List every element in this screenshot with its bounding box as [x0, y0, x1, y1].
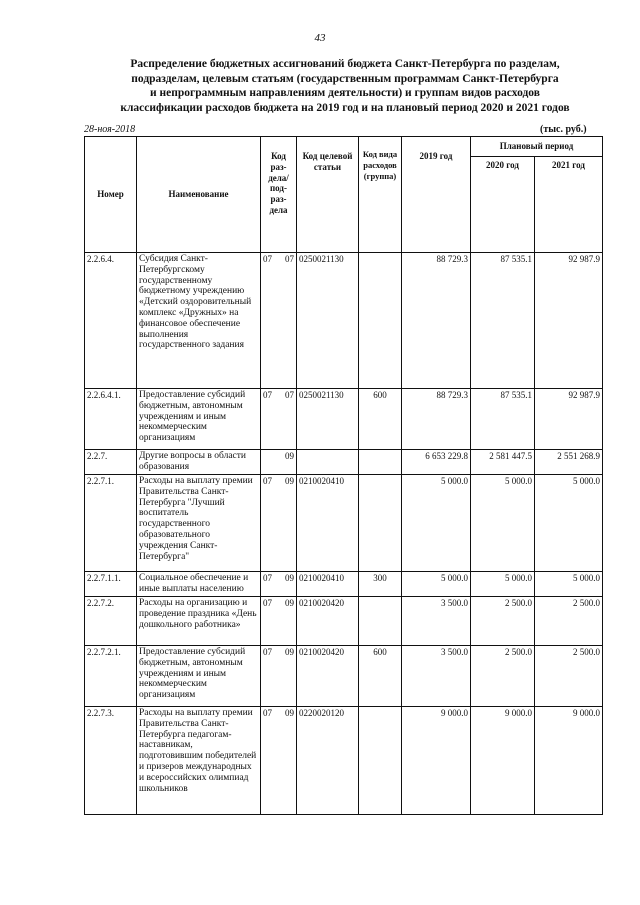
table-row — [85, 597, 603, 646]
row-prz: 09 — [285, 573, 294, 583]
document-title — [80, 57, 610, 115]
header-2019: 2019 год — [402, 137, 471, 253]
page-number: 43 — [314, 32, 326, 44]
row-prz: 09 — [285, 451, 294, 461]
row-vr — [359, 707, 402, 815]
row-2021: 92 987.9 — [535, 253, 603, 389]
header-vr: Код вида расходов (группа) — [359, 137, 402, 253]
row-rz: 07 — [263, 390, 272, 400]
row-2019: 6 653 229.8 — [402, 450, 471, 475]
row-prz: 07 — [285, 254, 294, 264]
row-csr: 0210020410 — [297, 572, 359, 597]
title-line: Распределение бюджетных ассигнований бюджета Санкт-Петербурга по разделам, — [130, 58, 560, 70]
row-razdel — [261, 572, 297, 597]
row-vr: 600 — [359, 389, 402, 450]
row-name: Другие вопросы в области образования — [137, 450, 261, 475]
row-prz: 09 — [285, 708, 294, 718]
header-2021: 2021 год — [535, 157, 603, 253]
row-number: 2.2.6.4.1. — [85, 389, 137, 450]
title-line: подразделам, целевым статьям (государственным программам Санкт-Петербурга — [131, 72, 559, 85]
row-name: Расходы на выплату премии Правительства Санкт-Петербурга "Лучший воспитатель государственного образовательного учреждения Санкт-Петербурга" — [137, 475, 261, 572]
row-2021: 2 500.0 — [535, 646, 603, 707]
document-date: 28-ноя-2018 — [84, 124, 136, 135]
row-2019: 5 000.0 — [402, 572, 471, 597]
row-prz: 09 — [285, 647, 294, 657]
row-razdel — [261, 389, 297, 450]
row-2021: 2 551 268.9 — [535, 450, 603, 475]
title-line: и непрограммным направлениям деятельности) и группам видов расходов — [150, 87, 540, 99]
row-2019: 5 000.0 — [402, 475, 471, 572]
row-number: 2.2.7. — [85, 450, 137, 475]
row-name: Предоставление субсидий бюджетным, автономным учреждениям и иным некоммерческим организациям — [137, 646, 261, 707]
header-2020: 2020 год — [471, 157, 535, 253]
table-row — [85, 572, 603, 597]
row-razdel — [261, 597, 297, 646]
row-rz: 07 — [263, 647, 272, 657]
row-2020: 9 000.0 — [471, 707, 535, 815]
row-number: 2.2.7.1. — [85, 475, 137, 572]
row-vr: 600 — [359, 646, 402, 707]
row-name: Расходы на организацию и проведение праздника «День дошкольного работника» — [137, 597, 261, 646]
row-prz: 09 — [285, 598, 294, 608]
row-prz: 09 — [285, 476, 294, 486]
table-row — [85, 475, 603, 572]
row-rz: 07 — [263, 254, 272, 264]
row-csr: 0250021130 — [297, 389, 359, 450]
row-razdel — [261, 646, 297, 707]
row-2020: 87 535.1 — [471, 389, 535, 450]
row-2020: 87 535.1 — [471, 253, 535, 389]
row-2021: 5 000.0 — [535, 475, 603, 572]
row-rz: 07 — [263, 476, 272, 486]
table-row — [85, 389, 603, 450]
row-prz: 07 — [285, 390, 294, 400]
row-name: Предоставление субсидий бюджетным, автономным учреждениям и иным некоммерческим организациям — [137, 389, 261, 450]
row-number: 2.2.7.3. — [85, 707, 137, 815]
row-razdel — [261, 253, 297, 389]
row-2021: 9 000.0 — [535, 707, 603, 815]
row-name: Субсидия Санкт-Петербургскому государственному бюджетному учреждению «Детский оздоровительный комплекс «Дружных» на финансовое обеспечение выполнения государственного задания — [137, 253, 261, 389]
row-csr: 0210020420 — [297, 646, 359, 707]
row-razdel — [261, 475, 297, 572]
title-line: классификации расходов бюджета на 2019 год и на плановый период 2020 и 2021 годов — [120, 101, 570, 114]
row-vr — [359, 450, 402, 475]
row-2021: 5 000.0 — [535, 572, 603, 597]
table-row — [85, 646, 603, 707]
row-2020: 5 000.0 — [471, 475, 535, 572]
row-vr: 300 — [359, 572, 402, 597]
row-csr: 0210020410 — [297, 475, 359, 572]
row-rz: 07 — [263, 598, 272, 608]
row-2020: 2 581 447.5 — [471, 450, 535, 475]
row-rz: 07 — [263, 573, 272, 583]
budget-table — [84, 136, 603, 815]
row-vr — [359, 597, 402, 646]
table-row — [85, 253, 603, 389]
row-csr: 0210020420 — [297, 597, 359, 646]
row-2019: 9 000.0 — [402, 707, 471, 815]
row-rz: 07 — [263, 708, 272, 718]
row-2019: 3 500.0 — [402, 646, 471, 707]
row-2020: 5 000.0 — [471, 572, 535, 597]
row-2021: 2 500.0 — [535, 597, 603, 646]
header-planned-period: Плановый период — [471, 137, 603, 157]
row-2019: 3 500.0 — [402, 597, 471, 646]
row-2019: 88 729.3 — [402, 253, 471, 389]
row-vr — [359, 253, 402, 389]
header-name: Наименование — [137, 137, 261, 253]
row-2020: 2 500.0 — [471, 597, 535, 646]
row-csr: 0250021130 — [297, 253, 359, 389]
row-name: Расходы на выплату премии Правительства Санкт-Петербурга педагогам-наставникам, подготовившим победителей и призеров международных и всероссийских олимпиад школьников — [137, 707, 261, 815]
header-csr: Код целевой статьи — [297, 137, 359, 253]
row-2021: 92 987.9 — [535, 389, 603, 450]
row-2020: 2 500.0 — [471, 646, 535, 707]
row-csr — [297, 450, 359, 475]
header-razdel: Код раз-дела/ под-раз-дела — [261, 137, 297, 253]
row-name: Социальное обеспечение и иные выплаты населению — [137, 572, 261, 597]
row-number: 2.2.7.2.1. — [85, 646, 137, 707]
table-row — [85, 450, 603, 475]
table-row — [85, 707, 603, 815]
row-number: 2.2.7.1.1. — [85, 572, 137, 597]
row-csr: 0220020120 — [297, 707, 359, 815]
row-2019: 88 729.3 — [402, 389, 471, 450]
row-razdel — [261, 450, 297, 475]
row-number: 2.2.6.4. — [85, 253, 137, 389]
row-razdel — [261, 707, 297, 815]
row-vr — [359, 475, 402, 572]
row-number: 2.2.7.2. — [85, 597, 137, 646]
units-label: (тыс. руб.) — [540, 124, 587, 135]
header-number: Номер — [85, 137, 137, 253]
